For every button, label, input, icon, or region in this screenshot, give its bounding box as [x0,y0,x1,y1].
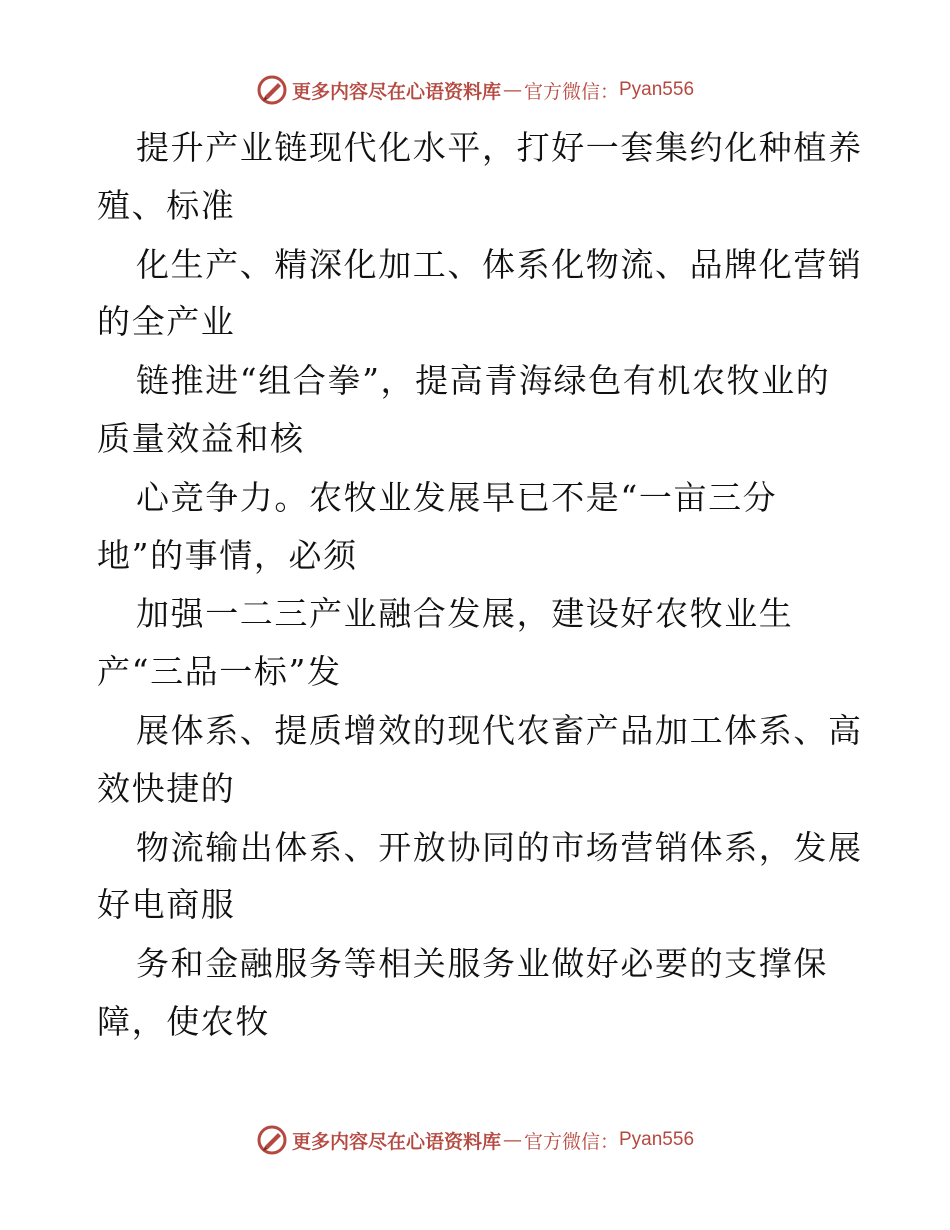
body-line: 务和金融服务等相关服务业做好必要的支撑保 [136,944,828,983]
body-line: 产“三品一标”发 [97,652,342,691]
header-wechat-label: 官方微信： [523,80,619,103]
body-line: 质量效益和核 [97,419,305,458]
header-dash: — [502,79,522,101]
body-line: 效快捷的 [97,769,236,808]
body-line: 的全产业 [97,302,236,341]
body-line: 地”的事情，必须 [97,536,358,575]
body-line: 好电商服 [97,885,236,924]
body-line: 化生产、精深化加工、体系化物流、品牌化营销 [136,245,863,284]
body-line: 提升产业链现代化水平，打好一套集约化种植养 [136,128,863,167]
body-line: 物流输出体系、开放协同的市场营销体系，发展 [136,828,863,867]
footer-wechat-label: 官方微信： [523,1130,619,1153]
pen-logo-icon [256,1124,288,1156]
footer-site-text: 更多内容尽在心语资料库 [291,1130,501,1153]
body-line: 殖、标准 [97,186,236,225]
body-line: 加强一二三产业融合发展，建设好农牧业生 [136,594,794,633]
pen-logo-icon [256,74,288,106]
body-line: 展体系、提质增效的现代农畜产品加工体系、高 [136,711,863,750]
header-wechat-id: Pyan556 [619,79,695,100]
footer-wechat-id: Pyan556 [619,1129,695,1150]
footer-banner [0,1120,950,1160]
header-banner [0,70,950,110]
footer-dash: — [502,1129,522,1151]
body-line: 心竞争力。农牧业发展早已不是“一亩三分 [136,478,778,517]
body-line: 障，使农牧 [97,1002,270,1041]
body-line: 链推进“组合拳”，提高青海绿色有机农牧业的 [136,361,831,400]
header-site-text: 更多内容尽在心语资料库 [291,80,501,103]
